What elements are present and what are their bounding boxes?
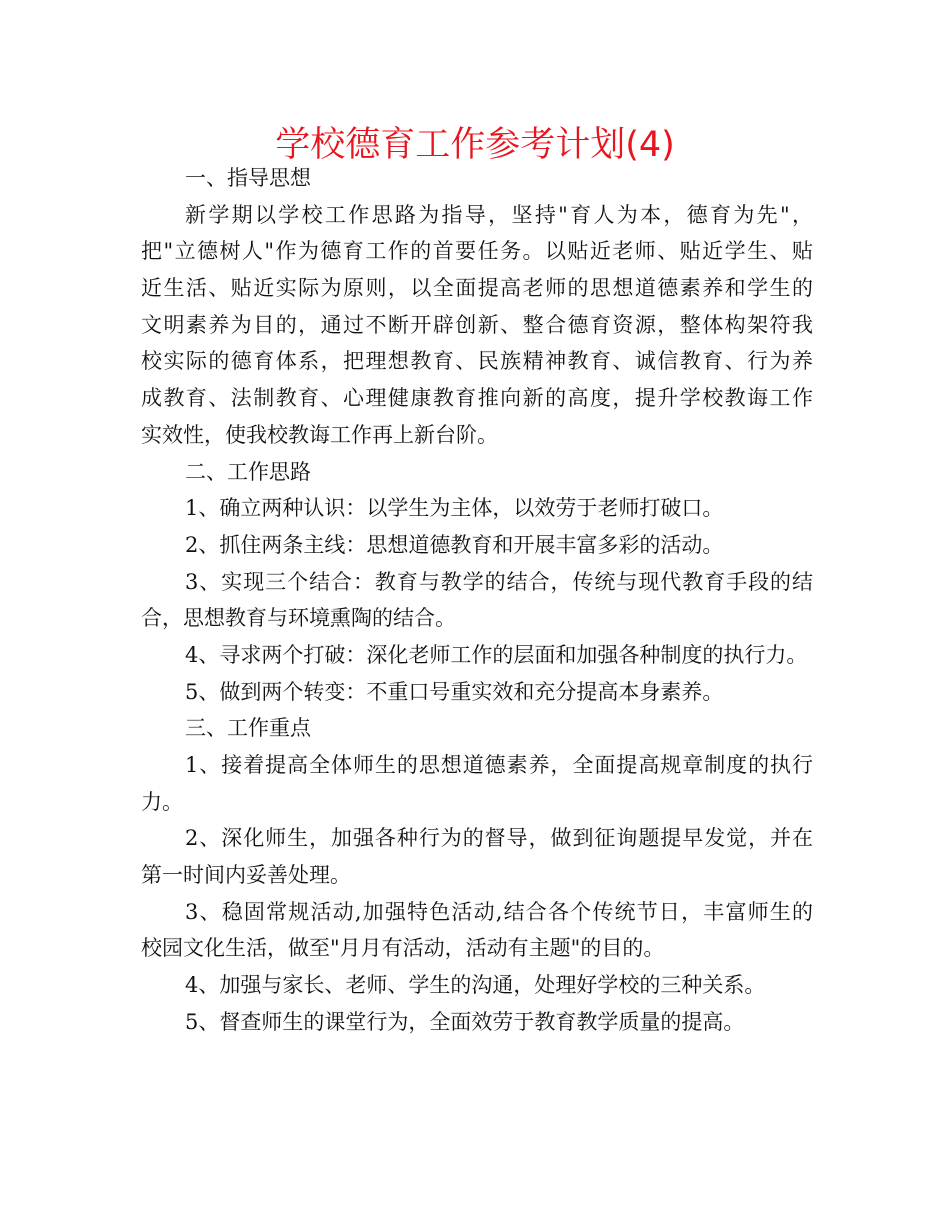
body-line: 成教育、法制教育、心理健康教育推向新的高度，提升学校教诲工作 bbox=[141, 386, 813, 411]
body-line: 力。 bbox=[141, 789, 183, 814]
body-line: 4、寻求两个打破：深化老师工作的层面和加强各种制度的执行力。 bbox=[185, 642, 808, 667]
body-line: 新学期以学校工作思路为指导，坚持"育人为本，德育为先"， bbox=[185, 202, 813, 227]
body-line: 2、抓住两条主线：思想道德教育和开展丰富多彩的活动。 bbox=[185, 532, 724, 557]
body-line: 实效性，使我校教诲工作再上新台阶。 bbox=[141, 422, 498, 447]
document-title: 学校德育工作参考计划(4) bbox=[275, 125, 675, 165]
body-line: 一、指导思想 bbox=[185, 166, 311, 190]
body-line: 三、工作重点 bbox=[185, 716, 311, 741]
body-line: 文明素养为目的，通过不断开辟创新、整合德育资源，整体构架符我 bbox=[141, 312, 813, 337]
body-line: 校实际的德育体系，把理想教育、民族精神教育、诚信教育、行为养 bbox=[141, 349, 813, 374]
body-line: 1、接着提高全体师生的思想道德素养，全面提高规章制度的执行 bbox=[185, 753, 813, 777]
body-line: 4、加强与家长、老师、学生的沟通，处理好学校的三种关系。 bbox=[185, 973, 766, 998]
body-line: 近生活、贴近实际为原则，以全面提高老师的思想道德素养和学生的 bbox=[141, 276, 813, 301]
body-line: 第一时间内妥善处理。 bbox=[141, 863, 351, 888]
body-line: 合，思想教育与环境熏陶的结合。 bbox=[141, 606, 456, 631]
document-body bbox=[141, 160, 813, 1041]
body-line: 二、工作思路 bbox=[185, 459, 311, 484]
body-line: 校园文化生活，做至"月月有活动，活动有主题"的目的。 bbox=[141, 936, 665, 961]
body-line: 5、督查师生的课堂行为，全面效劳于教育教学质量的提高。 bbox=[185, 1009, 745, 1034]
body-line: 2、深化师生，加强各种行为的督导，做到征询题提早发觉，并在 bbox=[185, 826, 813, 851]
body-line: 3、稳固常规活动,加强特色活动,结合各个传统节日，丰富师生的 bbox=[185, 899, 813, 924]
body-line: 3、实现三个结合：教育与教学的结合，传统与现代教育手段的结 bbox=[185, 569, 813, 594]
body-line: 5、做到两个转变：不重口号重实效和充分提高本身素养。 bbox=[185, 679, 724, 704]
body-line: 1、确立两种认识：以学生为主体，以效劳于老师打破口。 bbox=[185, 496, 724, 521]
body-line: 把"立德树人"作为德育工作的首要任务。以贴近老师、贴近学生、贴 bbox=[141, 239, 813, 264]
